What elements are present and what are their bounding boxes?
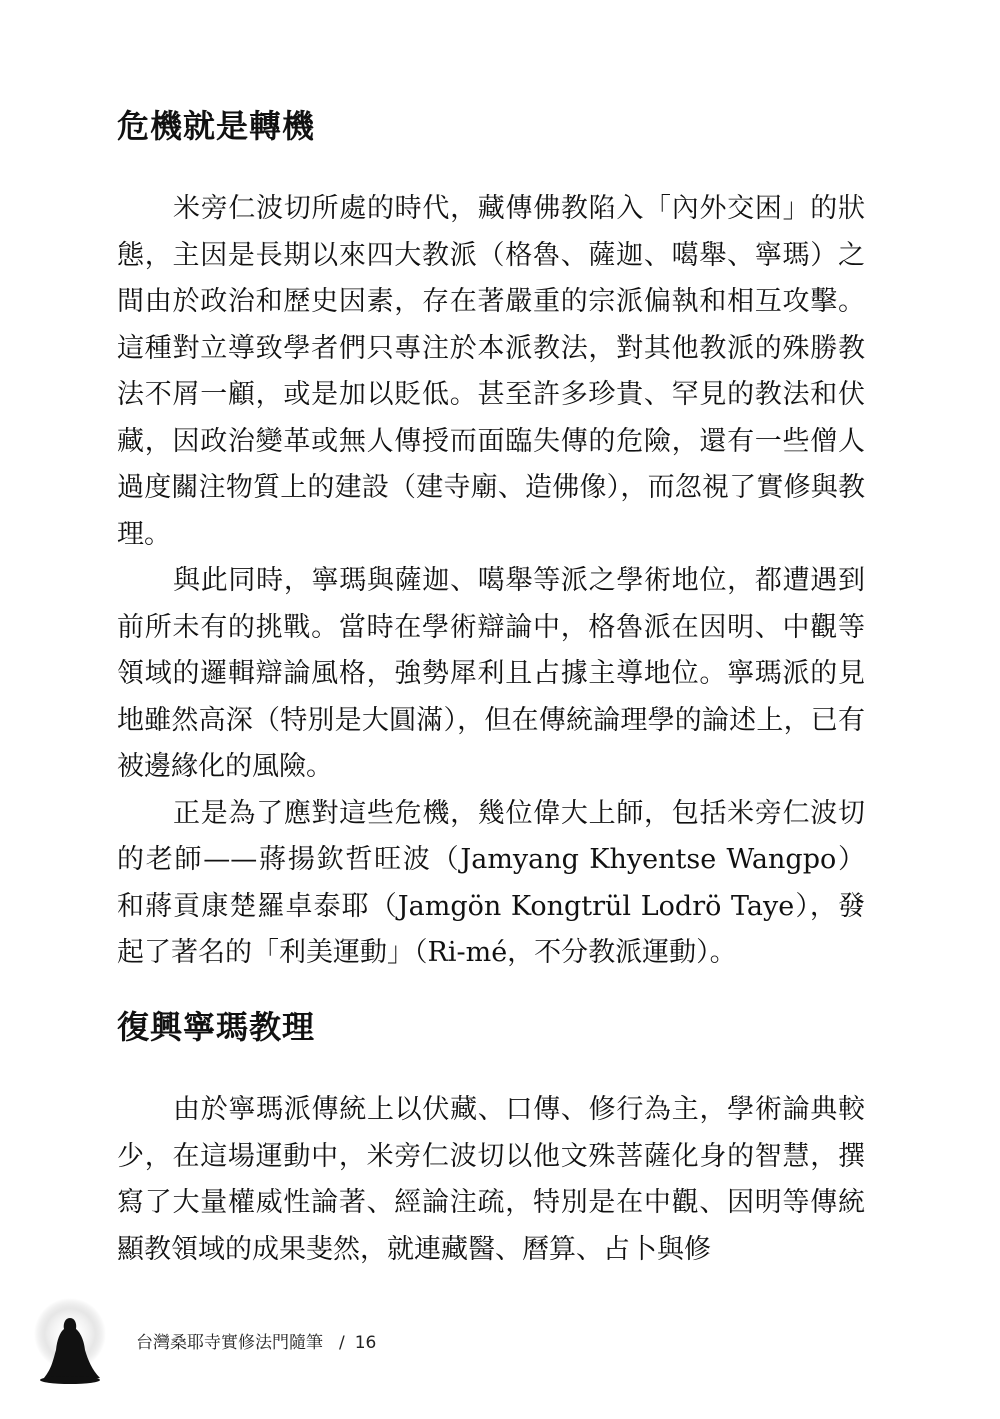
book-title: 台灣桑耶寺實修法門隨筆 — [136, 1333, 323, 1353]
section-heading-revival: 復興寧瑪教理 — [117, 1008, 316, 1046]
paragraph: 由於寧瑪派傳統上以伏藏、口傳、修行為主，學術論典較少，在這場運動中，米旁仁波切以他文殊菩薩化身的智慧，撰寫了大量權威性論著、經論注疏，特別是在中觀、因明等傳統顯教領域的成果斐然，就連藏醫、曆算、占卜與修 — [117, 1094, 865, 1265]
page-number: 16 — [354, 1333, 377, 1353]
paragraph: 米旁仁波切所處的時代，藏傳佛教陷入「內外交困」的狀態，主因是長期以來四大教派（格魯、薩迦、噶舉、寧瑪）之間由於政治和歷史因素，存在著嚴重的宗派偏執和相互攻擊。這種對立導致學者們只專注於本派教法，對其他教派的殊勝教法不屑一顧，或是加以貶低。甚至許多珍貴、罕見的教法和伏藏，因政治變革或無人傳授而面臨失傳的危險，還有一些僧人過度關注物質上的建設（建寺廟、造佛像），而忽視了實修與教理。 — [117, 193, 865, 550]
paragraph: 與此同時，寧瑪與薩迦、噶舉等派之學術地位，都遭遇到前所未有的挑戰。當時在學術辯論中，格魯派在因明、中觀等領域的邏輯辯論風格，強勢犀利且占據主導地位。寧瑪派的見地雖然高深（特別是大圓滿），但在傳統論理學的論述上，已有被邊緣化的風險。 — [117, 565, 865, 782]
footer-text — [136, 1328, 376, 1353]
section-body-revival — [117, 1087, 865, 1273]
meditating-figure-icon — [30, 1290, 110, 1400]
section-body-crisis — [117, 186, 865, 977]
page-footer — [30, 1290, 450, 1400]
section-heading-crisis: 危機就是轉機 — [117, 107, 316, 145]
footer-separator: / — [339, 1333, 345, 1353]
paragraph: 正是為了應對這些危機，幾位偉大上師，包括米旁仁波切的老師——蔣揚欽哲旺波（Jamyang Khyentse Wangpo）和蔣貢康楚羅卓泰耶（Jamgön Kongtrül Lodrö Taye），發起了著名的「利美運動」（Ri-mé，不分教派運動）。 — [117, 797, 865, 968]
